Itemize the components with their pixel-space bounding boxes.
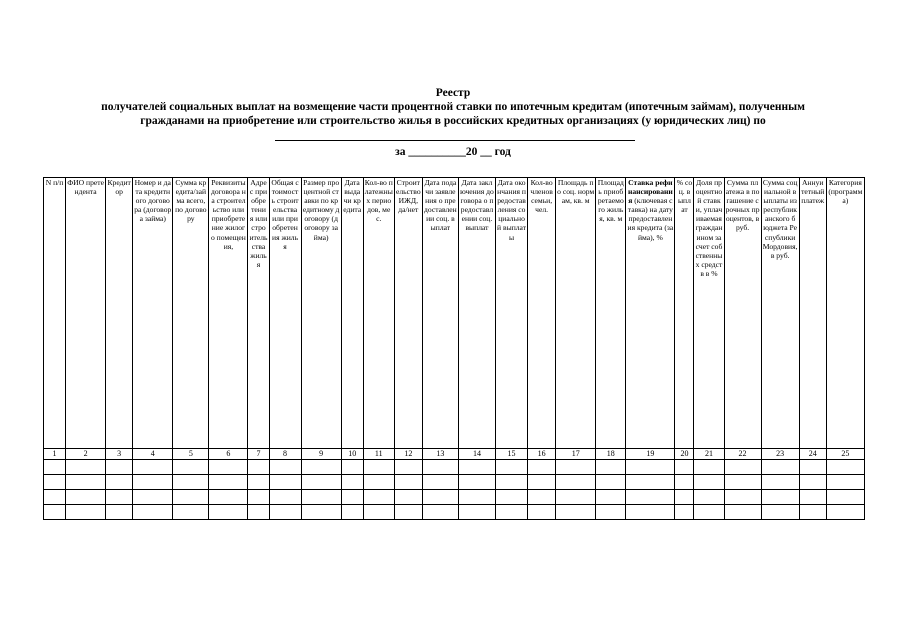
empty-cell	[596, 460, 626, 475]
column-header-18	[596, 178, 626, 449]
empty-cell	[66, 475, 106, 490]
column-header-8	[269, 178, 301, 449]
empty-cell	[556, 490, 596, 505]
column-number: 12	[394, 449, 422, 460]
column-number: 7	[248, 449, 269, 460]
column-number: 9	[301, 449, 341, 460]
empty-cell	[269, 475, 301, 490]
column-header-15	[496, 178, 528, 449]
empty-cell	[799, 460, 826, 475]
column-header-2	[66, 178, 106, 449]
column-header-text: Кол-во платежных периодов, мес.	[364, 178, 393, 224]
empty-cell	[363, 460, 394, 475]
column-header-text: Сумма кредита/займа всего, по договору	[175, 178, 207, 224]
column-header-4	[133, 178, 173, 449]
empty-cell	[341, 490, 363, 505]
empty-cell	[44, 490, 66, 505]
column-header-text: N п/п	[45, 178, 64, 187]
column-header-text: Дата подачи заявления о предоставлении соц. выплат	[424, 178, 457, 233]
column-number: 17	[556, 449, 596, 460]
empty-cell	[66, 505, 106, 520]
empty-cell	[44, 460, 66, 475]
empty-cell	[458, 505, 495, 520]
column-header-text: (ключевая ставка) на дату предоставления кредита (займа), %	[627, 196, 674, 242]
column-header-text: Кол-во членов семьи, чел.	[530, 178, 553, 215]
column-number-row	[44, 449, 865, 460]
column-header-20	[675, 178, 694, 449]
empty-cell	[301, 475, 341, 490]
column-number: 18	[596, 449, 626, 460]
column-header-14	[458, 178, 495, 449]
empty-cell	[269, 505, 301, 520]
document-subtitle-line-2: гражданами на приобретение или строительство жилья в российских кредитных организациях (у юридических лиц) по	[140, 115, 766, 127]
column-header-21	[694, 178, 724, 449]
column-header-9	[301, 178, 341, 449]
empty-cell	[826, 505, 864, 520]
empty-cell	[248, 475, 269, 490]
column-number: 15	[496, 449, 528, 460]
empty-cell	[675, 490, 694, 505]
empty-cell	[761, 490, 799, 505]
empty-cell	[106, 475, 133, 490]
column-header-text: Дата окончания предоставления социальной выплаты	[497, 178, 527, 242]
empty-cell	[694, 460, 724, 475]
empty-cell	[269, 490, 301, 505]
column-header-23	[761, 178, 799, 449]
empty-cell	[301, 460, 341, 475]
column-number: 25	[826, 449, 864, 460]
empty-cell	[133, 475, 173, 490]
column-number: 19	[626, 449, 675, 460]
column-number: 4	[133, 449, 173, 460]
blank-underline	[275, 140, 635, 141]
column-header-text: Доля процентной ставки, уплачиваемая гражданином за счет собственных средств в %	[695, 178, 723, 278]
empty-cell	[799, 490, 826, 505]
empty-cell	[133, 460, 173, 475]
empty-cell	[394, 475, 422, 490]
empty-cell	[528, 505, 556, 520]
empty-cell	[106, 505, 133, 520]
register-table	[43, 177, 865, 520]
column-header-bold-text: Ставка рефинансирования	[627, 178, 673, 206]
column-header-text: Строительство ИЖД, да/нет	[396, 178, 421, 215]
column-header-6	[209, 178, 248, 449]
empty-cell	[363, 490, 394, 505]
empty-cell	[173, 505, 209, 520]
column-number: 3	[106, 449, 133, 460]
column-header-text: Кредитор	[107, 178, 131, 197]
empty-cell	[458, 475, 495, 490]
empty-cell	[626, 490, 675, 505]
empty-cell	[458, 490, 495, 505]
column-header-22	[724, 178, 761, 449]
empty-cell	[556, 475, 596, 490]
column-header-13	[422, 178, 458, 449]
empty-cell	[173, 490, 209, 505]
column-number: 21	[694, 449, 724, 460]
column-header-text: Реквизиты договора на строительство или приобретение жилого помещения,	[210, 178, 246, 251]
empty-cell	[596, 475, 626, 490]
empty-cell	[44, 505, 66, 520]
empty-cell	[528, 460, 556, 475]
empty-cell	[133, 490, 173, 505]
column-header-10	[341, 178, 363, 449]
column-header-text: ФИО претендента	[67, 178, 104, 197]
empty-cell	[44, 475, 66, 490]
empty-cell	[724, 475, 761, 490]
empty-cell	[528, 490, 556, 505]
column-header-19	[626, 178, 675, 449]
empty-cell	[209, 475, 248, 490]
empty-cell	[826, 490, 864, 505]
empty-cell	[106, 460, 133, 475]
empty-cell	[209, 460, 248, 475]
empty-cell	[596, 490, 626, 505]
empty-cell	[675, 460, 694, 475]
empty-cell	[422, 505, 458, 520]
empty-cell	[422, 475, 458, 490]
column-header-text: Дата выдачи кредита	[343, 178, 362, 215]
empty-cell	[394, 460, 422, 475]
column-header-text: Номер и дата кредитного договора (договора займа)	[134, 178, 172, 224]
column-number: 8	[269, 449, 301, 460]
column-header-text: Адрес приобретения или строительства жилья	[249, 178, 268, 269]
column-number: 14	[458, 449, 495, 460]
empty-cell	[724, 490, 761, 505]
empty-cell	[496, 490, 528, 505]
column-number: 6	[209, 449, 248, 460]
column-number: 20	[675, 449, 694, 460]
column-header-text: Сумма платежа в погашение срочных процентов, в руб.	[725, 178, 760, 233]
empty-cell	[675, 475, 694, 490]
empty-cell	[626, 475, 675, 490]
empty-cell	[363, 475, 394, 490]
empty-cell	[66, 460, 106, 475]
column-header-5	[173, 178, 209, 449]
column-header-25	[826, 178, 864, 449]
empty-cell	[496, 475, 528, 490]
empty-cell	[173, 460, 209, 475]
empty-cell	[626, 460, 675, 475]
empty-cell	[248, 460, 269, 475]
empty-cell	[269, 460, 301, 475]
column-number: 11	[363, 449, 394, 460]
column-header-text: Площадь по соц. нормам, кв. м	[557, 178, 595, 206]
empty-cell	[761, 475, 799, 490]
column-header-text: Размер процентной ставки по кредитному договору (договору займа)	[302, 178, 340, 242]
empty-cell	[826, 460, 864, 475]
column-number: 1	[44, 449, 66, 460]
column-header-1	[44, 178, 66, 449]
column-header-text: Сумма социальной выплаты из республиканского бюджета Республики Мордовия, в руб.	[762, 178, 798, 260]
table-row	[44, 490, 865, 505]
empty-cell	[173, 475, 209, 490]
empty-cell	[675, 505, 694, 520]
empty-cell	[761, 505, 799, 520]
empty-cell	[724, 505, 761, 520]
column-number: 5	[173, 449, 209, 460]
empty-cell	[422, 490, 458, 505]
document-title: Реестр	[435, 87, 471, 99]
empty-cell	[694, 490, 724, 505]
column-number: 13	[422, 449, 458, 460]
column-header-text: % соц. выплат	[676, 178, 693, 215]
column-number: 2	[66, 449, 106, 460]
column-header-text: Площадь приобретаемого жилья, кв. м	[597, 178, 624, 224]
column-header-16	[528, 178, 556, 449]
column-header-text: Аннуитетный платеж	[801, 178, 825, 206]
empty-cell	[248, 490, 269, 505]
column-number: 24	[799, 449, 826, 460]
empty-cell	[496, 505, 528, 520]
empty-cell	[394, 505, 422, 520]
empty-cell	[209, 505, 248, 520]
empty-cell	[626, 505, 675, 520]
document-subtitle-line-1: получателей социальных выплат на возмещение части процентной ставки по ипотечным кредитам (ипотечным займам), полученным	[101, 101, 805, 113]
empty-cell	[106, 490, 133, 505]
empty-cell	[422, 460, 458, 475]
empty-cell	[66, 490, 106, 505]
column-header-24	[799, 178, 826, 449]
empty-cell	[133, 505, 173, 520]
column-header-text: Общая стоимость строительства или приобретения жилья	[271, 178, 299, 251]
empty-cell	[826, 475, 864, 490]
title-block	[30, 86, 876, 128]
column-number: 23	[761, 449, 799, 460]
table-row	[44, 505, 865, 520]
empty-cell	[301, 505, 341, 520]
empty-cell	[694, 505, 724, 520]
empty-cell	[363, 505, 394, 520]
column-header-text: Дата заключения договора о предоставлении соц. выплат	[460, 178, 494, 233]
column-header-3	[106, 178, 133, 449]
empty-cell	[761, 460, 799, 475]
column-header-11	[363, 178, 394, 449]
empty-cell	[694, 475, 724, 490]
header-row	[44, 178, 865, 449]
empty-cell	[556, 505, 596, 520]
column-header-17	[556, 178, 596, 449]
empty-cell	[556, 460, 596, 475]
empty-cell	[301, 490, 341, 505]
empty-cell	[528, 475, 556, 490]
empty-cell	[458, 460, 495, 475]
table-row	[44, 475, 865, 490]
empty-cell	[248, 505, 269, 520]
column-header-7	[248, 178, 269, 449]
empty-cell	[496, 460, 528, 475]
empty-cell	[799, 475, 826, 490]
empty-cell	[724, 460, 761, 475]
empty-cell	[341, 460, 363, 475]
column-header-12	[394, 178, 422, 449]
empty-cell	[341, 505, 363, 520]
column-header-text: Категория (программа)	[828, 178, 863, 206]
column-number: 16	[528, 449, 556, 460]
empty-cell	[596, 505, 626, 520]
empty-cell	[394, 490, 422, 505]
report-period: за __________20 __ год	[395, 146, 511, 158]
column-number: 10	[341, 449, 363, 460]
empty-cell	[799, 505, 826, 520]
empty-cell	[209, 490, 248, 505]
column-number: 22	[724, 449, 761, 460]
table-row	[44, 460, 865, 475]
empty-cell	[341, 475, 363, 490]
